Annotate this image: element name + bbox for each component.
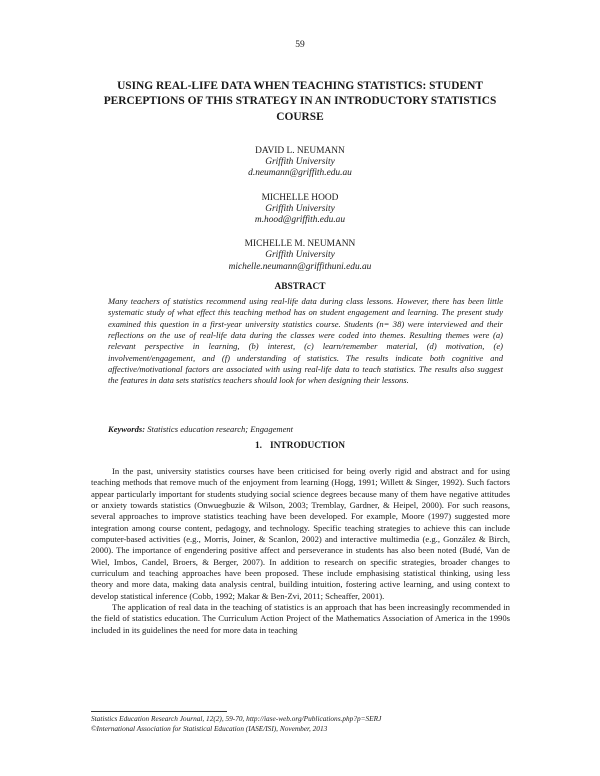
paper-title: USING REAL-LIFE DATA WHEN TEACHING STATISTICS: STUDENT PERCEPTIONS OF THIS STRATEGY IN AN INTRODUCTORY STATISTICS COURSE: [103, 80, 497, 123]
author-2: [0, 193, 600, 227]
footnotes: [91, 714, 510, 734]
author-email: m.hood@griffith.edu.au: [254, 215, 346, 226]
author-affiliation: Griffith University: [265, 157, 335, 168]
section-number: 1.: [254, 441, 262, 451]
author-name: DAVID L. NEUMANN: [255, 146, 345, 156]
author-email: d.neumann@griffith.edu.au: [248, 168, 352, 179]
footnote-copyright: ©International Association for Statistical Education (IASE/ISI), November, 2013: [91, 724, 328, 733]
page-number: 59: [295, 40, 305, 50]
author-email: michelle.neumann@griffithuni.edu.au: [228, 261, 372, 272]
section-heading: [0, 441, 600, 451]
keywords-label: Keywords:: [108, 424, 146, 434]
section-title: INTRODUCTION: [270, 441, 346, 451]
keywords-line: [108, 424, 503, 435]
paragraph: In the past, university statistics courses have been criticised for being overly rigid and abstract and for using teaching methods that remove much of the enjoyment from learning (Hogg, 1991; Willett & Singer, 1992). Such factors appear particularly important for students studying social science degrees because many of them have negative attitudes or anxiety towards statistics (Onwuegbuzie & Wilson, 2003; Tremblay, Gardner, & Heipel, 2000). For such reasons, several approaches to improve statistics teaching have been developed. For example, Moore (1997) suggested more integration among course content, pedagogy, and technology. Specific teaching strategies to achieve this can include computer-based activities (e.g., Morris, Joiner, & Scanlon, 2002) and interactive multimedia (e.g., González & Birch, 2000). The importance of engendering positive affect and perseverance in students has also been noted (Budé, Van de Wiel, Imbos, Candel, Broers, & Berger, 2007). In addition to research on specific strategies, broader changes to curriculum and teaching approaches have been proposed. These include emphasising statistical thinking, using less theory and more data, making data analysis central, building intuition, fostering active learning, and using context to develop statistical inference (Cobb, 1992; Makar & Ben-Zvi, 2011; Scheaffer, 2001).: [91, 466, 510, 601]
author-1: [0, 146, 600, 180]
author-affiliation: Griffith University: [265, 250, 335, 261]
author-3: [0, 239, 600, 273]
keywords-text: Statistics education research; Engagement: [147, 424, 294, 434]
footnote-divider: [91, 711, 227, 712]
abstract-text: Many teachers of statistics recommend using real-life data during class lessons. However, there has been little systematic study of what effect this teaching method has on student engagement and learning. The present study examined this question in a first-year university statistics course. Students (n= 38) were interviewed and their reflections on the use of real-life data during the classes were coded into themes. Resulting themes were (a) relevant perspective in learning, (b) interest, (c) learn/remember material, (d) motivation, (e) involvement/engagement, and (f) understanding of statistics. The results indicate both cognitive and affective/motivational factors are associated with using real-life data to teach statistics. The results also suggest the features in data sets statistics teachers should look for when designing their lessons.: [108, 296, 503, 386]
footnote-citation: Statistics Education Research Journal, 12(2), 59-70, http://iase-web.org/Publications.php?p=SERJ: [91, 714, 382, 723]
paragraph: The application of real data in the teaching of statistics is an approach that has been increasingly recommended in the field of statistics education. The Curriculum Action Project of the Mathematics Association of America in the 1990s included in its guidelines the need for more data in teaching: [91, 602, 510, 635]
abstract-heading: ABSTRACT: [274, 282, 326, 292]
author-name: MICHELLE HOOD: [261, 192, 339, 203]
author-affiliation: Griffith University: [265, 203, 335, 214]
author-block: [0, 146, 600, 286]
author-name: MICHELLE M. NEUMANN: [244, 239, 356, 250]
body-text: [91, 466, 510, 636]
